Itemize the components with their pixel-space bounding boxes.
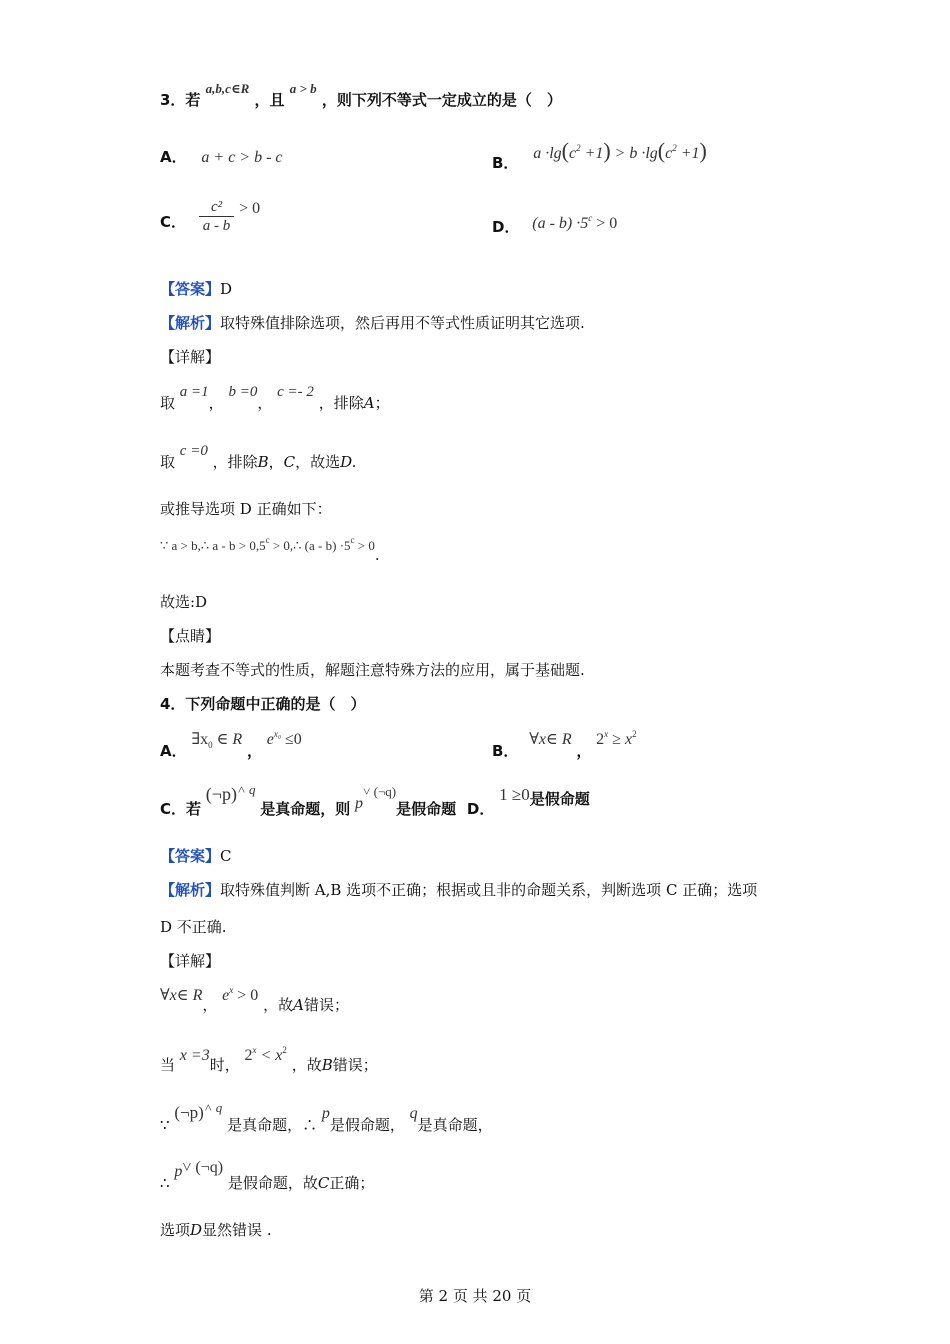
q3-analysis (160, 314, 585, 332)
q3-d2-prefix: 取 (160, 453, 176, 471)
q4-e3-prefix: ∵ (160, 1116, 170, 1134)
q4-option-c-not-p: (¬p) (205, 784, 237, 804)
q3-d1-comma-1: ， (208, 394, 224, 412)
q3-condition-1: a,b,c∈R (205, 81, 250, 96)
q4-answer-tag: 【答案】 (160, 847, 221, 865)
q3-d4-math-2: > 0,∴ (a - b) ·5 (269, 538, 351, 553)
q4-option-b-label: B． (492, 742, 519, 760)
q3-comment-tag (160, 627, 220, 645)
q3-option-b-c: $c^2 +1$ (569, 143, 604, 162)
q3-d2-math: c =0 (179, 443, 208, 459)
q3-option-b-paren-close-2: ) (699, 138, 707, 163)
q3-analysis-text: 取特殊值排除选项，然后再用不等式性质证明其它选项. (220, 314, 585, 332)
q3-option-d (492, 213, 618, 236)
q4-e1-exp: x (229, 985, 234, 995)
q3-option-b (492, 138, 707, 172)
q4-e2-two: 2 (244, 1047, 253, 1064)
q4-e5-end: 显然错误 . (202, 1221, 272, 1239)
q3-option-b-math-1: a ·lg (533, 145, 562, 162)
q4-e3-q: q (409, 1105, 418, 1122)
q4-e4-end: 正确； (329, 1174, 375, 1192)
q3-detail-line-3 (160, 500, 332, 518)
q4-e5-d: D (190, 1221, 203, 1239)
q3-d4-exp-2: c (350, 535, 355, 545)
q4-option-c-math-1 (206, 784, 256, 804)
q3-analysis-tag: 【解析】 (160, 314, 221, 332)
q3-d2-tail-text: ，排除 (212, 453, 258, 471)
q4-option-d-label: D． (466, 800, 495, 818)
q3-detail-tag (160, 348, 220, 366)
q4-stem (160, 695, 365, 713)
q4-analysis-line-2 (160, 918, 227, 936)
q4-e3-p: p (321, 1105, 330, 1122)
q3-d2-b: B (257, 453, 269, 471)
q4-option-d-math: 1 ≥0 (499, 785, 530, 804)
q4-e2-exp: x (252, 1045, 257, 1055)
q3-detail-line-4 (160, 535, 380, 564)
q3-comment-label: 【点睛】 (160, 627, 221, 645)
q3-option-c-denominator: a - b (202, 218, 231, 234)
q4-e3-and-q: ˄ q (203, 1100, 223, 1115)
q4-option-a-e: e (266, 731, 274, 748)
q3-d1-prefix: 取 (160, 394, 176, 412)
q4-option-a-math-1: ∃x (191, 731, 209, 748)
q4-e3-text-3: 是真命题， (417, 1116, 493, 1134)
q3-stem (160, 81, 562, 109)
q4-option-b-exp: x (604, 729, 609, 739)
q3-d1-math-2: b =0 (228, 384, 258, 400)
q4-option-b (492, 729, 637, 760)
q4-stem-text: 4．下列命题中正确的是（ ） (160, 695, 366, 713)
q4-e2-b: B (321, 1056, 333, 1074)
q3-d1-end: ； (374, 394, 390, 412)
q3-comment-text: 本题考查不等式的性质，解题注意特殊方法的应用，属于基础题. (160, 661, 585, 679)
q4-analysis-line-1 (160, 881, 757, 899)
q3-option-d-math: (a - b) ·5 (532, 215, 589, 232)
q3-option-b-paren-2: ( (657, 138, 666, 163)
q3-option-b-math-2: b ·lg (629, 145, 658, 162)
q3-d2-c: C (283, 453, 296, 471)
q3-d1-tail-text: ，排除 (318, 394, 364, 412)
q4-answer-value: C (220, 847, 232, 865)
q4-detail-label: 【详解】 (160, 952, 221, 970)
q3-d4-exp-1: c (265, 535, 270, 545)
q4-option-c-d (160, 782, 590, 818)
q4-option-a-exp: x₀ (273, 729, 282, 739)
q4-e1-tail-text: ，故 (263, 996, 294, 1014)
q4-detail-line-2 (160, 1045, 378, 1074)
q4-option-c-text-1: 是真命题，则 (260, 800, 351, 818)
q3-stem-tail: ，则下列不等式一定成立的是（ ） (321, 91, 562, 109)
q4-option-b-exp-2: 2 (632, 729, 637, 739)
q4-e5-prefix: 选项 (160, 1221, 191, 1239)
q4-e2-prefix: 当 (160, 1056, 176, 1074)
q3-detail-line-1 (160, 382, 390, 412)
q3-answer-value: D (220, 280, 233, 298)
q3-option-b-paren-close: ) (603, 138, 611, 163)
q3-d3-text: 或推导选项 D 正确如下： (160, 500, 332, 518)
q4-analysis-text-1: 取特殊值判断 A,B 选项不正确；根据或且非的命题关系，判断选项 C 正确；选项 (220, 881, 758, 899)
q4-detail-tag (160, 952, 220, 970)
q3-d4-math-1: ∵ a > b,∴ a - b > 0,5 (160, 538, 266, 553)
q3-d1-math-3: c =- 2 (277, 384, 314, 400)
q4-option-b-two: 2 (596, 731, 605, 748)
q4-option-b-comma: ， (576, 742, 592, 760)
q4-e2-mid: 时， (209, 1056, 240, 1074)
q4-option-c-label: C．若 (160, 800, 202, 818)
q4-e1-a: A (293, 996, 304, 1014)
q3-option-c-fraction (199, 198, 235, 235)
q3-option-a (160, 148, 283, 167)
q3-answer (160, 280, 232, 298)
q3-option-c-tail: > 0 (239, 199, 261, 217)
q4-e2-math-1: x =3 (179, 1047, 210, 1064)
q4-option-a (160, 729, 302, 760)
q3-answer-tag: 【答案】 (160, 280, 221, 298)
q4-e4-tail (228, 1174, 375, 1192)
q3-d1-comma-2: ， (257, 394, 273, 412)
q4-e1-end: 错误； (303, 996, 349, 1014)
q4-e4-p: p (174, 1163, 183, 1180)
q4-detail-line-3 (160, 1100, 493, 1134)
q3-detail-line-2 (160, 441, 357, 471)
q4-e1-math-1: ∀x∈ R (160, 987, 203, 1004)
q4-option-c-and-q: ˄ q (236, 782, 256, 797)
q4-option-a-label: A． (160, 742, 187, 760)
q4-option-a-sub: 0 (208, 740, 213, 750)
q3-option-a-math: a + c > b - c (201, 149, 283, 166)
q4-option-c-or-not-q: ˅ (¬q) (363, 784, 397, 799)
q3-detail-label: 【详解】 (160, 348, 221, 366)
q4-e1-tail (263, 996, 349, 1014)
q4-option-b-math-1: ∀x∈ R (529, 731, 572, 748)
q4-e3-text-1: 是真命题，∴ (227, 1116, 318, 1134)
q4-e4-prefix: ∴ (160, 1174, 170, 1192)
q3-d1-math-1: a =1 (179, 384, 209, 400)
q4-e1-comma: ， (202, 996, 218, 1014)
q3-option-d-exp: c (588, 213, 593, 223)
q4-e4-or-not-q: ˅ (¬q) (182, 1159, 224, 1176)
q4-e3-text-2: 是假命题， (329, 1116, 405, 1134)
q3-detail-line-5 (160, 593, 207, 611)
q4-option-c-p: p (355, 795, 364, 812)
q4-answer (160, 847, 232, 865)
q3-option-a-label: A． (160, 148, 187, 166)
q4-option-a-comma: ， (246, 742, 262, 760)
q3-d1-tail-italic: A (363, 394, 375, 412)
q4-e2-end: 错误； (332, 1056, 378, 1074)
q3-condition-2: a > b (289, 81, 317, 96)
q4-e2-math-3: < x (256, 1047, 283, 1064)
q3-option-d-label: D． (492, 218, 520, 236)
q3-d4-math-3: > 0 (354, 538, 375, 553)
q4-analysis-text-2: D 不正确. (160, 918, 227, 936)
q3-option-c (160, 198, 260, 235)
q3-d1-tail (319, 394, 390, 412)
q3-d2-select: ，故选 (295, 453, 341, 471)
q3-option-b-c-2: $c^2 +1$ (665, 143, 700, 162)
q3-option-c-label: C． (160, 212, 187, 231)
q4-e4-c: C (317, 1174, 330, 1192)
q4-e3-not-p: (¬p) (174, 1103, 204, 1122)
q3-option-c-numerator: c² (199, 198, 235, 217)
q4-detail-line-1 (160, 985, 349, 1014)
q3-option-b-label: B． (492, 154, 519, 172)
q3-number: 3．若 (160, 91, 201, 109)
q3-option-b-gt: > (615, 145, 625, 162)
q4-e3-math-1 (174, 1100, 223, 1122)
q4-e2-exp-2: 2 (282, 1045, 287, 1055)
q3-d2-tail: ，排除B，C，故选D. (212, 453, 357, 471)
q3-comment (160, 661, 585, 679)
q4-option-c-text-2: 是假命题 (396, 800, 457, 818)
q4-e1-e: e (222, 987, 230, 1004)
q4-option-d-text: 是假命题 (529, 790, 590, 808)
page-footer: 第 2 页 共 20 页 (418, 1287, 532, 1305)
q4-option-a-tail: ≤0 (281, 731, 302, 748)
q3-d4-period: . (374, 546, 380, 564)
q4-option-b-math-2: ≥ x (608, 731, 633, 748)
q3-d5-text: 故选:D (160, 593, 208, 611)
q3-d2-d: D. (340, 453, 357, 471)
q4-detail-line-4 (160, 1159, 375, 1192)
q4-analysis-tag: 【解析】 (160, 881, 221, 899)
q4-e1-math-3: > 0 (233, 987, 259, 1004)
q3-option-d-tail: > 0 (592, 215, 618, 232)
q4-e4-text-1: 是假命题，故 (227, 1174, 318, 1192)
q3-option-b-paren: ( (561, 138, 569, 163)
q4-detail-line-5 (160, 1221, 272, 1239)
q3-stem-connector: ，且 (254, 91, 285, 109)
q4-option-a-math-2: ∈ R (212, 731, 243, 748)
q4-e2-tail-text: ，故 (291, 1056, 322, 1074)
q4-e2-tail (292, 1056, 378, 1074)
